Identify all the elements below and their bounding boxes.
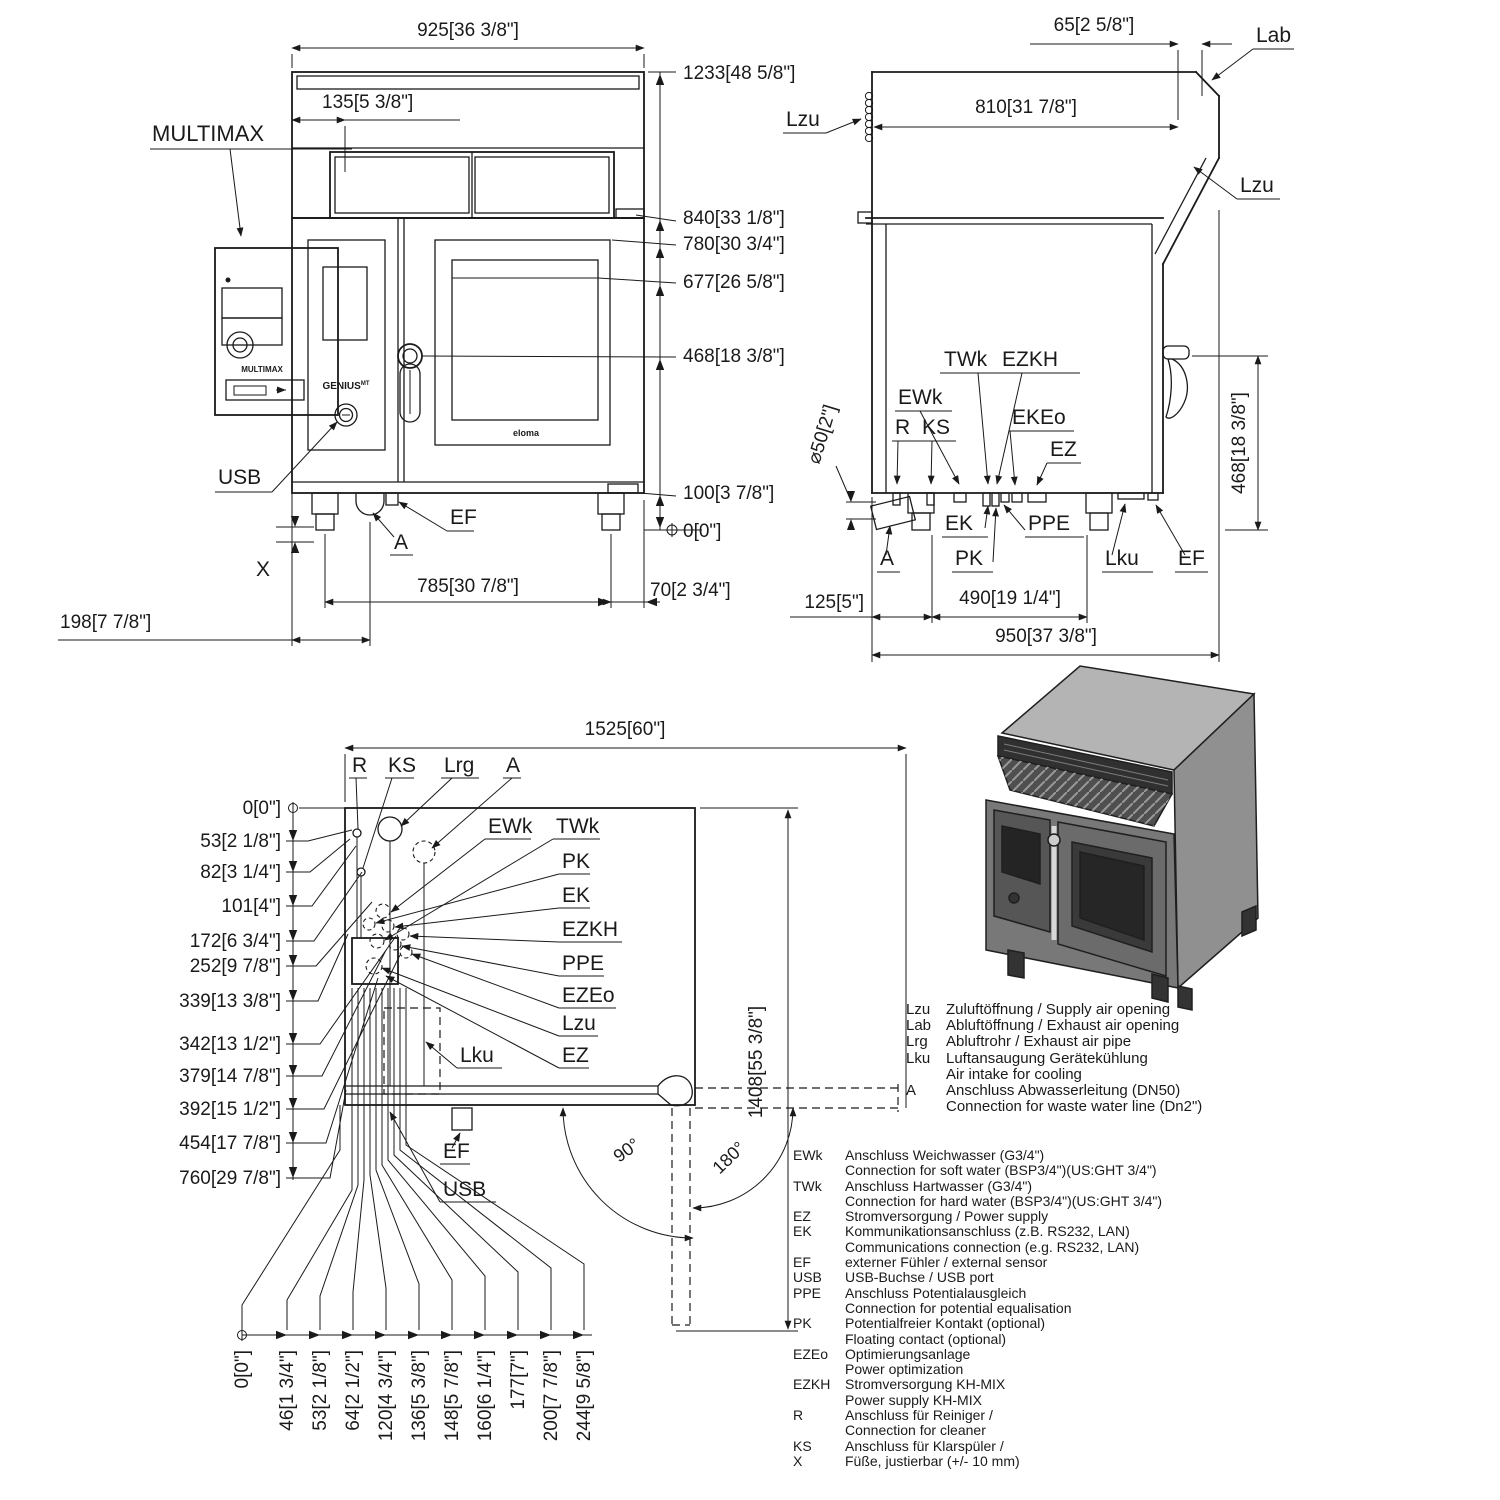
legend-row xyxy=(793,1454,1162,1469)
svg-text:810[31 7/8"]: 810[31 7/8"] xyxy=(975,97,1077,118)
svg-text:70[2 3/4"]: 70[2 3/4"] xyxy=(650,580,731,601)
svg-text:53[2 1/8"]: 53[2 1/8"] xyxy=(200,831,281,852)
multimax-device xyxy=(215,248,338,415)
legend-row xyxy=(793,1316,1162,1331)
multimax-device-label: MULTIMAX xyxy=(241,365,283,374)
legend-key: R xyxy=(793,1407,804,1424)
legend-row xyxy=(793,1179,1162,1194)
lzu-left-callout: Lzu xyxy=(786,108,820,131)
svg-text:172[6 3/4"]: 172[6 3/4"] xyxy=(189,931,281,952)
legend-row xyxy=(793,1224,1162,1239)
legend-key: Lrg xyxy=(906,1033,928,1051)
svg-text:65[2 5/8"]: 65[2 5/8"] xyxy=(1053,15,1135,36)
lrg-opening xyxy=(378,817,402,841)
legend-text: Air intake for cooling xyxy=(946,1065,1082,1083)
side-connection-stubs xyxy=(871,493,1158,530)
legend-air-openings xyxy=(906,1002,1202,1115)
legend-key xyxy=(793,1163,845,1178)
ekeo-callout: EKEo xyxy=(1012,406,1066,429)
control-display xyxy=(323,267,367,340)
svg-text:177[7"]: 177[7"] xyxy=(508,1350,529,1410)
plan-ppe-callout: PPE xyxy=(562,952,605,975)
legend-text: Connection for hard water (BSP3/4")(US:GHT 3/4") xyxy=(845,1192,1163,1209)
plan-door-swing-arcs xyxy=(563,1108,793,1238)
legend-key: KS xyxy=(793,1437,812,1454)
legend-text: USB-Buchse / USB port xyxy=(845,1269,994,1286)
legend-row xyxy=(793,1148,1162,1163)
svg-text:950[37 3/8"]: 950[37 3/8"] xyxy=(995,626,1097,647)
plan-ewk-callout: EWk xyxy=(488,815,533,838)
legend-key xyxy=(906,1099,946,1115)
legend-text: Zuluftöffnung / Supply air opening xyxy=(946,1001,1171,1018)
legend-key xyxy=(793,1240,845,1255)
ezkh-callout: EZKH xyxy=(1002,348,1059,371)
dim-1233: 1233[48 5/8"] xyxy=(683,63,796,84)
legend-key: EK xyxy=(793,1223,812,1240)
legend-row xyxy=(793,1286,1162,1301)
legend-row xyxy=(793,1423,1162,1438)
ks-callout: KS xyxy=(922,416,951,439)
plan-pk-callout: PK xyxy=(562,850,591,873)
legend-row xyxy=(906,1083,1202,1099)
plan-lku-callout: Lku xyxy=(460,1044,494,1067)
legend-text: Anschluss für Klarspüler / xyxy=(845,1437,1004,1454)
legend-key xyxy=(793,1393,845,1408)
ek-callout: EK xyxy=(945,512,974,535)
legend-row xyxy=(793,1393,1162,1408)
legend-row xyxy=(793,1408,1162,1423)
twk-callout: TWk xyxy=(944,348,988,371)
legend-key: A xyxy=(906,1082,917,1100)
plan-top-callouts xyxy=(349,754,521,868)
side-outline xyxy=(858,72,1219,493)
lzu-right-callout: Lzu xyxy=(1240,174,1274,197)
svg-text:252[9 7/8"]: 252[9 7/8"] xyxy=(189,956,281,977)
r-callout: R xyxy=(895,416,911,439)
legend-row xyxy=(906,1099,1202,1115)
svg-text:339[13 3/8"]: 339[13 3/8"] xyxy=(179,991,281,1012)
legend-row xyxy=(906,1034,1202,1050)
legend-text: Connection for cleaner xyxy=(845,1422,986,1439)
legend-text: Füße, justierbar (+/- 10 mm) xyxy=(845,1452,1020,1469)
legend-text: Optimierungsanlage xyxy=(845,1345,971,1362)
eloma-logo: eloma xyxy=(512,428,540,438)
legend-text: Connection for potential equalisation xyxy=(845,1299,1072,1316)
side-connection-callouts xyxy=(877,348,1208,572)
svg-text:200[7 7/8"]: 200[7 7/8"] xyxy=(541,1350,562,1442)
legend-row xyxy=(906,1067,1202,1083)
svg-text:⌀50[2"]: ⌀50[2"] xyxy=(803,402,842,467)
plan-lzu-callout: Lzu xyxy=(562,1012,596,1035)
svg-text:1408[55 3/8"]: 1408[55 3/8"] xyxy=(746,1005,767,1119)
legend-key xyxy=(793,1301,845,1316)
svg-text:0[0"]: 0[0"] xyxy=(242,798,281,819)
ef-callout-front: EF xyxy=(450,506,477,529)
svg-text:148[5 7/8"]: 148[5 7/8"] xyxy=(442,1350,463,1442)
usb-callout: USB xyxy=(218,466,262,489)
legend-key: USB xyxy=(793,1269,822,1286)
legend-text: Stromversorgung / Power supply xyxy=(845,1208,1049,1225)
svg-text:760[29 7/8"]: 760[29 7/8"] xyxy=(179,1168,281,1189)
legend-key xyxy=(793,1332,845,1347)
legend-text: Connection for waste water line (Dn2") xyxy=(946,1098,1203,1116)
a-callout-front: A xyxy=(393,531,409,554)
legend-key: Lab xyxy=(906,1017,932,1035)
plan-ef-stub xyxy=(452,1108,472,1130)
svg-text:125[5"]: 125[5"] xyxy=(804,592,864,613)
legend-row xyxy=(906,1018,1202,1034)
genius-logo: $GENIUS^{MT}$ xyxy=(322,381,370,392)
svg-text:64[2 1/2"]: 64[2 1/2"] xyxy=(343,1350,364,1431)
side-door-handle xyxy=(1163,346,1189,418)
a-callout-side: A xyxy=(880,547,895,570)
svg-text:198[7 7/8"]: 198[7 7/8"] xyxy=(60,612,152,633)
legend-key: PK xyxy=(793,1315,812,1332)
svg-text:46[1 3/4"]: 46[1 3/4"] xyxy=(277,1350,298,1431)
svg-text:925[36 3/8"]: 925[36 3/8"] xyxy=(417,20,519,41)
dim-100: 100[3 7/8"] xyxy=(683,483,775,504)
front-view xyxy=(58,20,731,646)
height-dim-column xyxy=(422,63,795,542)
svg-text:244[9 5/8"]: 244[9 5/8"] xyxy=(574,1350,595,1442)
plan-r-callout: R xyxy=(352,754,368,777)
legend-text: Anschluss Weichwasser (G3/4") xyxy=(845,1147,1045,1163)
legend-key xyxy=(793,1423,845,1438)
legend-text: Anschluss Abwasserleitung (DN50) xyxy=(946,1082,1181,1100)
front-dim-left-offset xyxy=(58,493,370,646)
svg-text:1525[60"]: 1525[60"] xyxy=(584,719,666,740)
svg-text:468[18 3/8"]: 468[18 3/8"] xyxy=(1229,392,1250,494)
dim-840: 840[33 1/8"] xyxy=(683,208,785,229)
front-dim-vent xyxy=(292,92,460,172)
svg-text:X: X xyxy=(255,558,271,581)
plan-usb-callout: USB xyxy=(443,1178,487,1201)
front-dim-right-offset xyxy=(598,500,731,608)
legend-row xyxy=(793,1255,1162,1270)
svg-text:490[19 1/4"]: 490[19 1/4"] xyxy=(959,588,1061,609)
legend-text: Stromversorgung KH-MIX xyxy=(845,1376,1006,1393)
plan-ks-callout: KS xyxy=(388,754,417,777)
side-dim-drain-dia xyxy=(804,402,876,530)
ef-stub xyxy=(386,493,398,505)
dim-0: 0[0"] xyxy=(683,521,722,542)
legend-text: Abluftöffnung / Exhaust air opening xyxy=(946,1017,1180,1035)
legend-key: EF xyxy=(793,1254,811,1271)
multimax-callout: MULTIMAX xyxy=(152,121,265,146)
plan-connection-cluster xyxy=(352,817,440,1094)
ppe-callout: PPE xyxy=(1028,512,1071,535)
legend-row xyxy=(793,1377,1162,1392)
plan-ez-callout: EZ xyxy=(562,1044,589,1067)
door-window xyxy=(452,260,598,420)
svg-text:136[5 3/8"]: 136[5 3/8"] xyxy=(409,1350,430,1442)
svg-text:342[13 1/2"]: 342[13 1/2"] xyxy=(179,1034,281,1055)
plan-door-handle xyxy=(658,1076,692,1106)
legend-row xyxy=(793,1439,1162,1454)
legend-row xyxy=(793,1240,1162,1255)
plan-right-callouts xyxy=(376,815,622,1068)
legend-key: TWk xyxy=(793,1177,822,1194)
plan-a-callout: A xyxy=(506,754,521,777)
svg-text:120[4 3/4"]: 120[4 3/4"] xyxy=(376,1350,397,1442)
legend-text: Floating contact (optional) xyxy=(845,1330,1007,1347)
ef-callout-side: EF xyxy=(1178,547,1205,570)
side-view xyxy=(783,15,1294,662)
legend-text: Abluftrohr / Exhaust air pipe xyxy=(946,1033,1132,1051)
legend-key: EZ xyxy=(793,1208,811,1225)
legend-row xyxy=(793,1347,1162,1362)
dim-677: 677[26 5/8"] xyxy=(683,272,785,293)
plan-ezkh-callout: EZKH xyxy=(562,918,619,941)
plan-door-band xyxy=(345,1076,692,1130)
front-dim-width xyxy=(292,20,644,68)
legend-text: Anschluss Potentialausgleich xyxy=(845,1284,1027,1301)
legend-row xyxy=(793,1301,1162,1316)
legend-key: PPE xyxy=(793,1284,822,1301)
ez-box xyxy=(352,938,398,984)
door-frame xyxy=(435,240,610,445)
side-dim-handle-height xyxy=(1192,356,1268,530)
a-opening xyxy=(413,841,435,863)
svg-text:785[30 7/8"]: 785[30 7/8"] xyxy=(417,576,519,597)
legend-text: Anschluss Hartwasser (G3/4") xyxy=(845,1177,1033,1194)
front-top-vent-band xyxy=(297,76,639,89)
plan-lrg-callout: Lrg xyxy=(444,754,475,777)
ez-callout: EZ xyxy=(1050,438,1077,461)
svg-text:379[14 7/8"]: 379[14 7/8"] xyxy=(179,1066,281,1087)
legend-row xyxy=(793,1163,1162,1178)
dim-468: 468[18 3/8"] xyxy=(683,346,785,367)
angle-90-label: 90° xyxy=(609,1134,644,1167)
lku-callout-side: Lku xyxy=(1105,547,1139,570)
plan-ef-callout: EF xyxy=(443,1140,470,1163)
legend-row xyxy=(793,1270,1162,1285)
legend-connections xyxy=(793,1148,1162,1469)
angle-180-label: 180° xyxy=(708,1137,750,1178)
front-door xyxy=(435,240,610,445)
legend-text: Connection for soft water (BSP3/4")(US:GHT 3/4") xyxy=(845,1162,1157,1179)
front-dim-feet-span xyxy=(325,534,611,608)
legend-row xyxy=(906,1002,1202,1018)
legend-row xyxy=(793,1362,1162,1377)
front-louver-grilles xyxy=(330,152,644,218)
front-door-handle xyxy=(398,344,422,422)
legend-key: Lku xyxy=(906,1049,931,1067)
plan-bottom-dim-chain xyxy=(232,988,595,1441)
legend-key xyxy=(793,1362,845,1377)
legend-text: Luftansaugung Gerätekühlung xyxy=(946,1049,1148,1067)
lku-zone xyxy=(384,1008,440,1094)
dim-780: 780[30 3/4"] xyxy=(683,234,785,255)
plan-ezeo-callout: EZEo xyxy=(562,984,615,1007)
lab-callout: Lab xyxy=(1256,24,1292,47)
legend-row xyxy=(793,1194,1162,1209)
side-bottom-dims xyxy=(790,210,1219,662)
svg-text:135[5 3/8"]: 135[5 3/8"] xyxy=(322,92,414,113)
plan-twk-callout: TWk xyxy=(556,815,600,838)
legend-key: EWk xyxy=(793,1147,823,1163)
legend-row xyxy=(793,1209,1162,1224)
pk-callout: PK xyxy=(955,547,984,570)
front-body-outline xyxy=(292,218,644,493)
legend-key: EZEo xyxy=(793,1345,829,1362)
legend-text: Potentialfreier Kontakt (optional) xyxy=(845,1315,1045,1332)
legend-key xyxy=(906,1067,946,1083)
legend-row xyxy=(793,1332,1162,1347)
svg-text:454[17 7/8"]: 454[17 7/8"] xyxy=(179,1133,281,1154)
legend-key: Lzu xyxy=(906,1001,931,1018)
legend-text: externer Fühler / external sensor xyxy=(845,1254,1048,1271)
legend-text: Power supply KH-MIX xyxy=(845,1391,982,1408)
svg-text:53[2 1/8"]: 53[2 1/8"] xyxy=(310,1350,331,1431)
ewk-callout: EWk xyxy=(898,386,943,409)
legend-text: Communications connection (e.g. RS232, LAN) xyxy=(845,1238,1140,1255)
svg-text:101[4"]: 101[4"] xyxy=(221,896,281,917)
legend-row xyxy=(906,1051,1202,1067)
front-control-panel xyxy=(308,240,385,450)
legend-text: Power optimization xyxy=(845,1361,964,1378)
legend-key: EZKH xyxy=(793,1376,831,1393)
side-dim-top-depth xyxy=(874,97,1178,127)
front-dim-x xyxy=(256,516,314,581)
svg-text:392[15 1/2"]: 392[15 1/2"] xyxy=(179,1099,281,1120)
plan-ek-callout: EK xyxy=(562,884,591,907)
svg-text:160[6 1/4"]: 160[6 1/4"] xyxy=(475,1350,496,1442)
oven-3d-render xyxy=(986,666,1258,1010)
legend-text: Anschluss für Reiniger / xyxy=(845,1407,993,1424)
legend-text: Kommunikationsanschluss (z.B. RS232, LAN) xyxy=(845,1223,1130,1240)
legend-key xyxy=(793,1194,845,1209)
front-base-notch xyxy=(608,484,638,493)
drain-connection xyxy=(356,493,384,515)
svg-text:82[3 1/4"]: 82[3 1/4"] xyxy=(200,862,281,883)
svg-text:0[0"]: 0[0"] xyxy=(232,1350,253,1389)
legend-key: X xyxy=(793,1452,803,1469)
